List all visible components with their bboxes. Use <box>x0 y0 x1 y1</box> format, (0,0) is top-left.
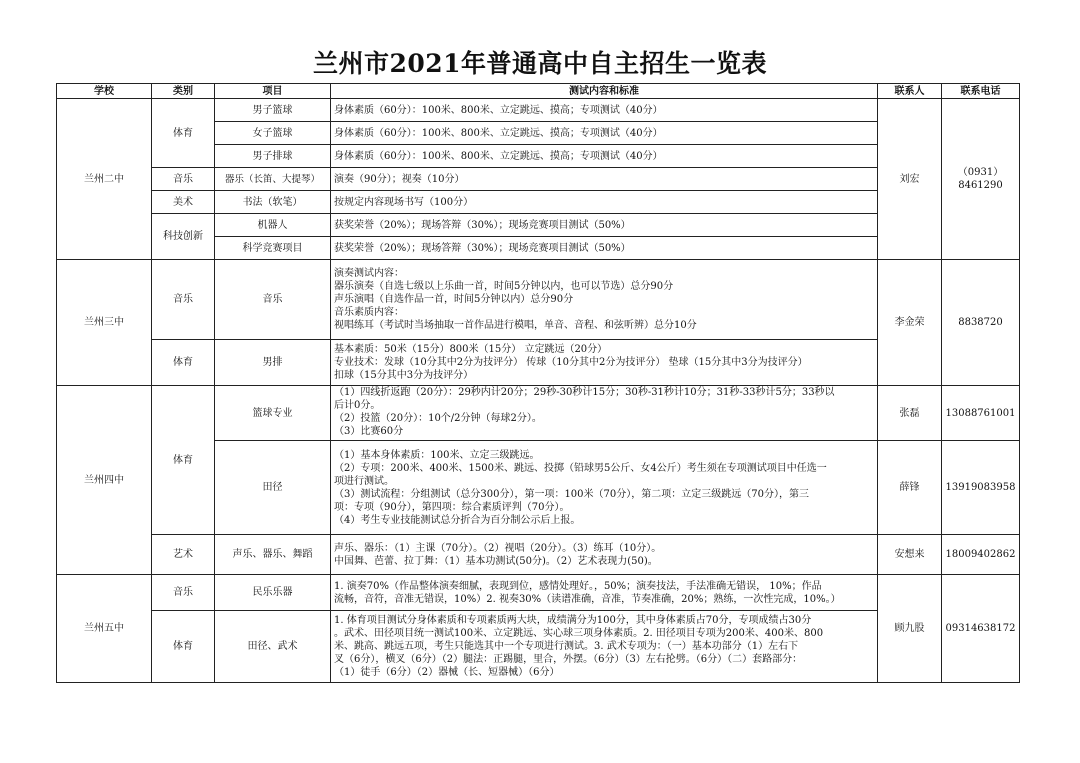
content-line: （3）测试流程：分组测试（总分300分），第一项：100米（70分），第二项：立定三级跳远（70分），第三 <box>334 488 809 500</box>
table-row <box>57 260 1020 340</box>
content-line: 视唱练耳（考试时当场抽取一首作品进行模唱，单音、音程、和弦听辨）总分10分 <box>334 320 697 331</box>
content-line: （3）比赛60分 <box>334 426 404 437</box>
table-row <box>57 168 1020 191</box>
content-cell: 身体素质（60分）：100米、800米、立定跳远、摸高；专项测试（40分） <box>331 122 878 145</box>
content-line: 项进行测试。 <box>334 475 394 487</box>
phone-cell: 13919083958 <box>942 441 1020 535</box>
header-project: 项目 <box>215 84 331 99</box>
category-cell: 体育 <box>152 340 215 386</box>
contact-cell: 薛锋 <box>878 441 942 535</box>
table-row <box>57 611 1020 683</box>
table-row <box>57 214 1020 237</box>
header-content: 测试内容和标准 <box>331 84 878 99</box>
admissions-table <box>56 83 1020 683</box>
header-contact: 联系人 <box>878 84 942 99</box>
phone-cell: （0931） 8461290 <box>942 99 1020 260</box>
content-cell <box>331 340 878 386</box>
school-name: 兰州四中 <box>57 386 152 575</box>
content-line: 声乐演唱（自选作品一首，时间5分钟以内）总分90分 <box>334 294 574 305</box>
project-cell: 田径、武术 <box>215 611 331 683</box>
project-cell: 器乐（长笛、大提琴） <box>215 168 331 191</box>
content-line: 扣球（15分其中3分为技评分） <box>334 370 474 381</box>
table-row <box>57 340 1020 386</box>
content-cell <box>331 611 878 683</box>
content-line: 基本素质：50米（15分）800米（15分） 立定跳远（20分） <box>334 344 608 355</box>
content-line: （1）徒手（6分）（2）器械（长、短器械）（6分） <box>334 667 560 678</box>
project-cell: 民乐乐器 <box>215 575 331 611</box>
header-school: 学校 <box>57 84 152 99</box>
content-line: 器乐演奏（自选七级以上乐曲一首，时间5分钟以内，也可以节选）总分90分 <box>334 281 674 292</box>
phone-cell: 8838720 <box>942 260 1020 386</box>
project-cell: 科学竞赛项目 <box>215 237 331 260</box>
project-cell: 女子篮球 <box>215 122 331 145</box>
phone-cell: 18009402862 <box>942 535 1020 575</box>
content-line: （2）专项：200米、400米、1500米、跳远、投掷（铅球男5公斤、女4公斤）考生须在专项测试项目中任选一 <box>334 462 827 474</box>
category-cell: 音乐 <box>152 168 215 191</box>
contact-cell: 张磊 <box>878 386 942 441</box>
contact-cell: 李金荣 <box>878 260 942 386</box>
table-row <box>57 575 1020 611</box>
contact-cell: 安想来 <box>878 535 942 575</box>
category-cell: 艺术 <box>152 535 215 575</box>
content-line: 叉（6分），横叉（6分）（2）腿法：正踢腿，里合，外摆。（6分）（3）左右抡劈。（6分）（二）套路部分： <box>334 654 803 665</box>
project-cell: 书法（软笔） <box>215 191 331 214</box>
table-row <box>57 191 1020 214</box>
school-name: 兰州五中 <box>57 575 152 683</box>
table-row <box>57 535 1020 575</box>
project-cell: 机器人 <box>215 214 331 237</box>
project-cell: 男子排球 <box>215 145 331 168</box>
content-line: （1）基本身体素质：100米、立定三级跳远。 <box>334 449 540 461</box>
content-line: 1. 演奏70%（作品整体演奏细腻，表现到位，感情处理好。，50%；演奏技法，手法准确无错误， 10%；作品 <box>334 580 822 592</box>
content-cell: 按规定内容现场书写（100分） <box>331 191 878 214</box>
content-line: 音乐素质内容： <box>334 307 404 318</box>
header-phone: 联系电话 <box>942 84 1020 99</box>
table-row <box>57 386 1020 441</box>
phone-cell: 13088761001 <box>942 386 1020 441</box>
content-line: 米、跳高、跳远五项，考生只能选其中一个专项进行测试。3. 武术专项为：（一）基本功部分（1）左右下 <box>334 641 799 652</box>
content-cell <box>331 535 878 575</box>
project-cell: 篮球专业 <box>215 386 331 441</box>
content-cell: 演奏（90分）；视奏（10分） <box>331 168 878 191</box>
category-cell: 体育 <box>152 386 215 535</box>
category-cell: 美术 <box>152 191 215 214</box>
content-line: 项：专项（90分），第四项：综合素质评判（70分）。 <box>334 501 570 513</box>
content-cell <box>331 260 878 340</box>
table-row <box>57 99 1020 122</box>
project-cell: 男排 <box>215 340 331 386</box>
contact-cell: 顾九股 <box>878 575 942 683</box>
content-cell <box>331 575 878 611</box>
project-cell: 田径 <box>215 441 331 535</box>
content-cell: 身体素质（60分）：100米、800米、立定跳远、摸高；专项测试（40分） <box>331 145 878 168</box>
content-line: 声乐、器乐：（1）主课（70分）。（2）视唱（20分）。（3）练耳（10分）。 <box>334 542 662 554</box>
content-line: 后计0分。 <box>334 400 381 411</box>
phone-cell: 09314638172 <box>942 575 1020 683</box>
header-row <box>57 84 1020 99</box>
project-cell: 男子篮球 <box>215 99 331 122</box>
content-line: 演奏测试内容： <box>334 268 404 279</box>
content-line: （4）考生专业技能测试总分折合为百分制公示后上报。 <box>334 514 581 526</box>
page-title: 兰州市2021年普通高中自主招生一览表 <box>312 49 768 78</box>
content-cell: 获奖荣誉（20%）；现场答辩（30%）；现场竞赛项目测试（50%） <box>331 214 878 237</box>
content-line: 1. 体育项目测试分身体素质和专项素质两大块，成绩满分为100分，其中身体素质占70分，专项成绩占30分 <box>334 615 812 626</box>
category-cell: 体育 <box>152 99 215 168</box>
content-line: （1）四线折返跑（20分）：29秒内计20分；29秒-30秒计15分；30秒-31秒计10分；31秒-33秒计5分；33秒以 <box>334 387 835 398</box>
school-name: 兰州二中 <box>57 99 152 260</box>
content-cell <box>331 441 878 535</box>
header-category: 类别 <box>152 84 215 99</box>
content-line: 专业技术：发球（10分其中2分为技评分） 传球（10分其中2分为技评分） 垫球（15分其中3分为技评分） <box>334 357 808 368</box>
content-line: 中国舞、芭蕾、拉丁舞：（1）基本功测试(50分)。（2）艺术表现力(50)。 <box>334 555 658 567</box>
category-cell: 音乐 <box>152 575 215 611</box>
category-cell: 体育 <box>152 611 215 683</box>
category-cell: 科技创新 <box>152 214 215 260</box>
school-name: 兰州三中 <box>57 260 152 386</box>
project-cell: 音乐 <box>215 260 331 340</box>
project-cell: 声乐、器乐、舞蹈 <box>215 535 331 575</box>
content-line: 。武术、田径项目统一测试100米、立定跳远、实心球三项身体素质。2. 田径项目专项为200米、400米、800 <box>334 628 824 639</box>
category-cell: 音乐 <box>152 260 215 340</box>
content-line: 流畅，音符，音准无错误，10%）2. 视奏30%（读谱准确，音准，节奏准确，20%；熟练，一次性完成，10%。） <box>334 593 841 605</box>
content-line: （2）投篮（20分）：10个/2分钟（每球2分）。 <box>334 413 542 424</box>
content-cell <box>331 386 878 441</box>
content-cell: 获奖荣誉（20%）；现场答辩（30%）；现场竞赛项目测试（50%） <box>331 237 878 260</box>
content-cell: 身体素质（60分）：100米、800米、立定跳远、摸高；专项测试（40分） <box>331 99 878 122</box>
contact-cell: 刘宏 <box>878 99 942 260</box>
